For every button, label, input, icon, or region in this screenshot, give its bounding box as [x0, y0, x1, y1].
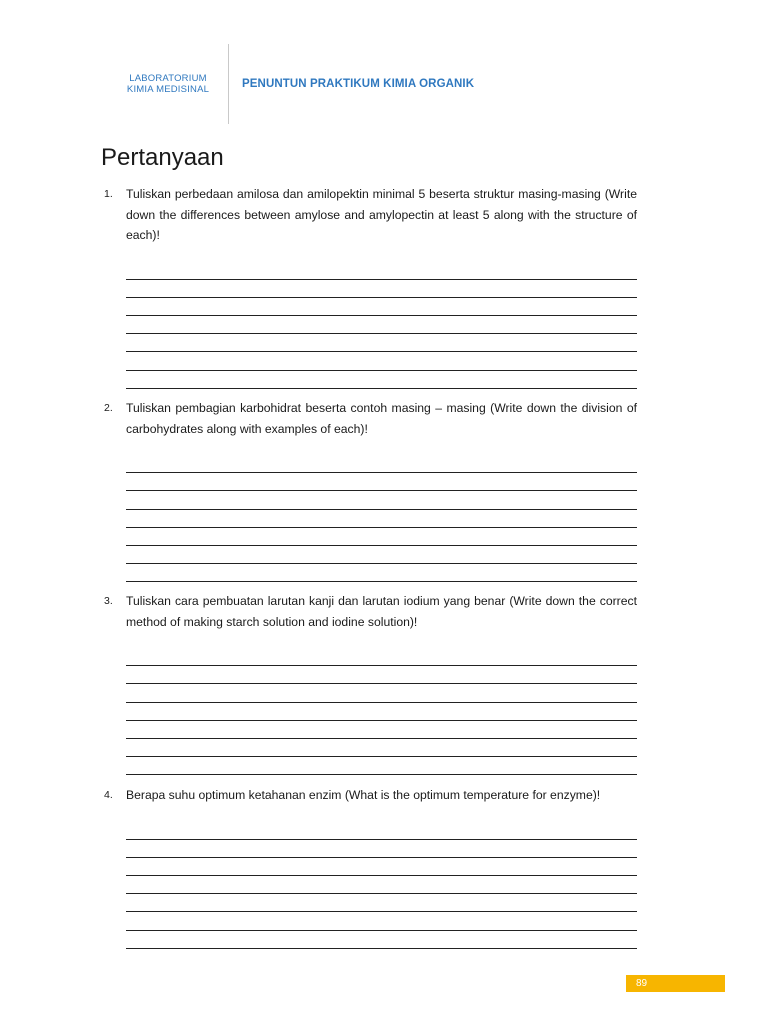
answer-line[interactable]: [126, 564, 637, 582]
answer-line[interactable]: [126, 280, 637, 298]
answer-line[interactable]: [126, 455, 637, 473]
question-2: [104, 398, 637, 582]
answer-lines: [126, 648, 637, 775]
question-3: [104, 591, 637, 775]
answer-line[interactable]: [126, 334, 637, 352]
question-number: 3.: [104, 595, 113, 607]
answer-line[interactable]: [126, 858, 637, 876]
answer-line[interactable]: [126, 528, 637, 546]
document-title: PENUNTUN PRAKTIKUM KIMIA ORGANIK: [242, 78, 475, 90]
answer-lines: [126, 455, 637, 582]
answer-line[interactable]: [126, 931, 637, 949]
answer-line[interactable]: [126, 491, 637, 509]
answer-line[interactable]: [126, 546, 637, 564]
answer-line[interactable]: [126, 352, 637, 370]
answer-line[interactable]: [126, 473, 637, 491]
answer-line[interactable]: [126, 876, 637, 894]
question-1: [104, 184, 637, 389]
answer-line[interactable]: [126, 371, 637, 389]
question-text: Berapa suhu optimum ketahanan enzim (What is the optimum temperature for enzyme)!: [126, 788, 601, 802]
answer-line[interactable]: [126, 822, 637, 840]
answer-line[interactable]: [126, 894, 637, 912]
answer-line[interactable]: [126, 666, 637, 684]
answer-line[interactable]: [126, 510, 637, 528]
answer-line[interactable]: [126, 739, 637, 757]
question-number: 2.: [104, 402, 113, 414]
question-text: Tuliskan pembagian karbohidrat beserta contoh masing – masing (Write down the division of carbohydrates along with examples of each)!: [126, 401, 637, 436]
question-text: Tuliskan perbedaan amilosa dan amilopektin minimal 5 beserta struktur masing-masing (Write down the differences between amylose and amylopectin at least 5 along with the structure of each)!: [126, 187, 637, 242]
answer-line[interactable]: [126, 840, 637, 858]
question-number: 4.: [104, 789, 113, 801]
answer-line[interactable]: [126, 703, 637, 721]
header-divider: [228, 44, 229, 124]
answer-line[interactable]: [126, 721, 637, 739]
answer-lines: [126, 262, 637, 389]
answer-line[interactable]: [126, 757, 637, 775]
question-4: [104, 785, 637, 949]
lab-name: [118, 73, 218, 95]
lab-name-line2: KIMIA MEDISINAL: [126, 84, 210, 95]
answer-line[interactable]: [126, 648, 637, 666]
answer-line[interactable]: [126, 912, 637, 930]
question-text: Tuliskan cara pembuatan larutan kanji dan larutan iodium yang benar (Write down the correct method of making starch solution and iodine solution)!: [126, 594, 637, 629]
page-number-badge: [626, 975, 725, 992]
answer-line[interactable]: [126, 262, 637, 280]
question-number: 1.: [104, 188, 113, 200]
lab-name-line1: LABORATORIUM: [129, 73, 207, 84]
answer-lines: [126, 822, 637, 949]
page-header: [0, 0, 768, 130]
answer-line[interactable]: [126, 684, 637, 702]
page-number: 89: [636, 978, 648, 989]
answer-line[interactable]: [126, 298, 637, 316]
section-title: Pertanyaan: [101, 144, 224, 171]
answer-line[interactable]: [126, 316, 637, 334]
